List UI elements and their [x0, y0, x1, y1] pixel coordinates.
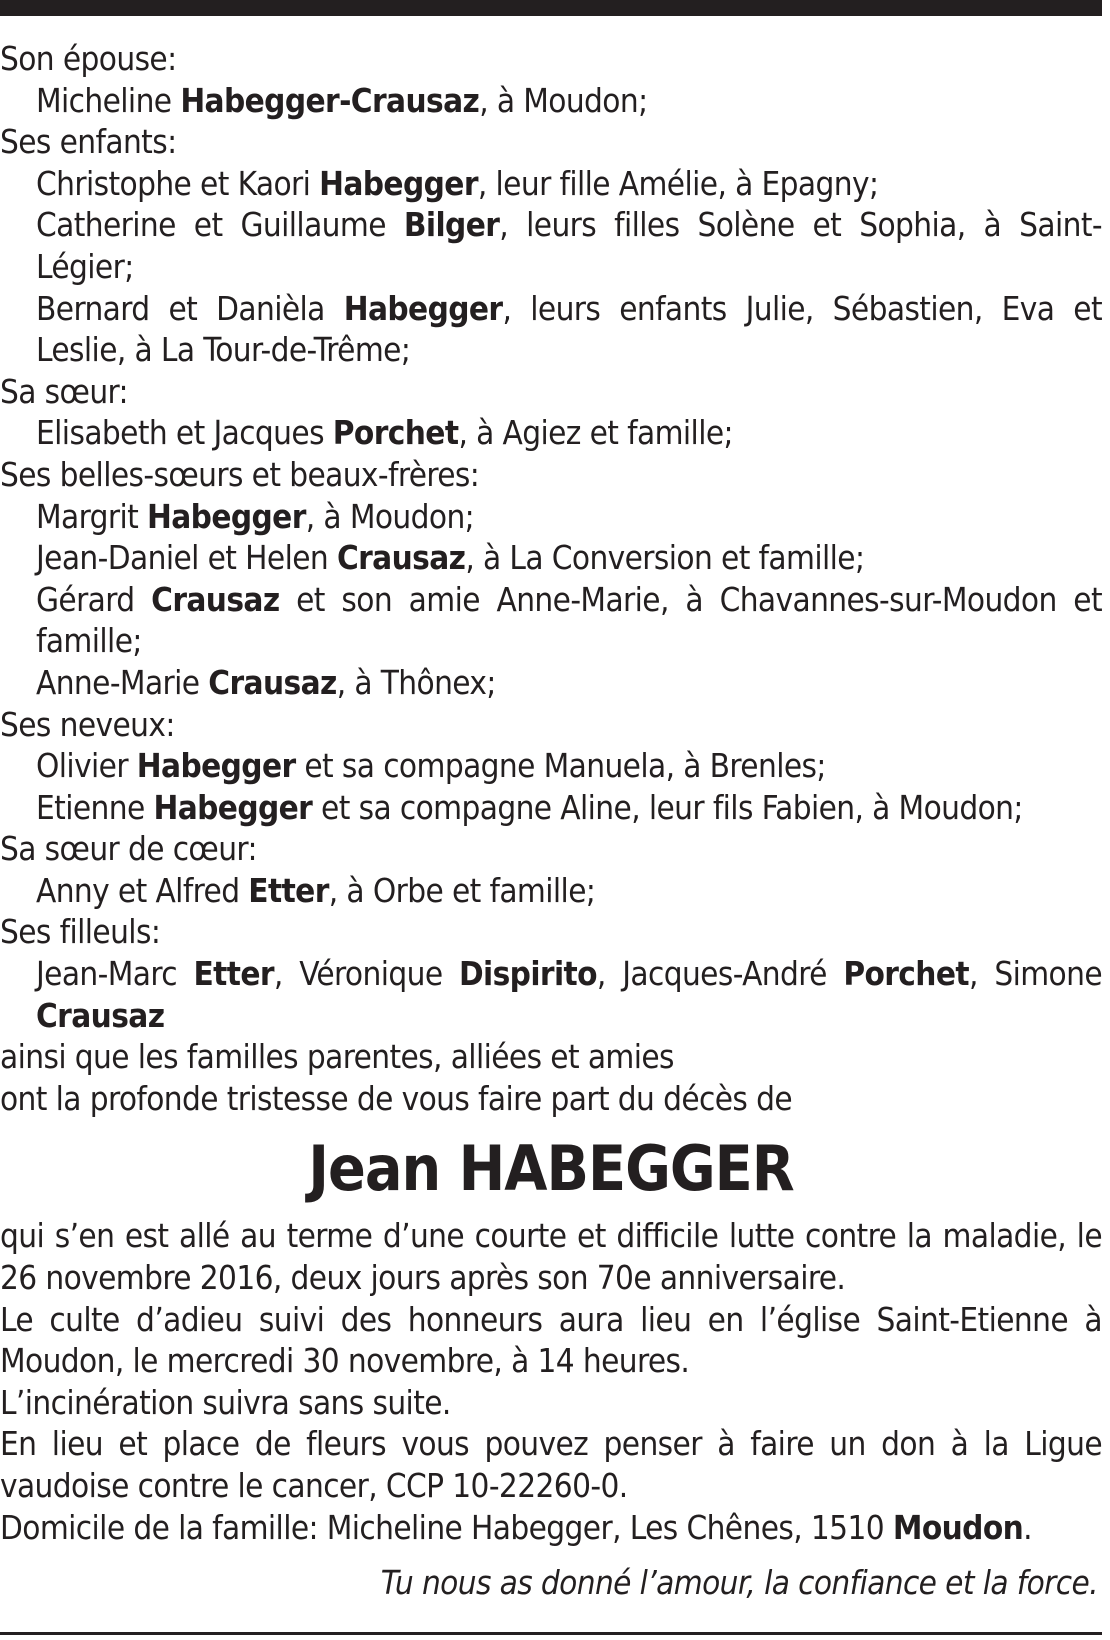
- entry-surname: Crausaz: [208, 662, 337, 702]
- godchildren-heading: Ses filleuls:: [0, 912, 161, 952]
- entry-rest: , à Moudon;: [479, 80, 648, 120]
- nephew-entry: [0, 745, 1102, 787]
- deceased-name: Jean HABEGGER: [308, 1132, 794, 1206]
- child-entry: [0, 163, 1102, 205]
- entry-rest: , leurs enfants Julie, Sébastien, Eva et Leslie, à La Tour-de-Trême;: [36, 288, 1102, 370]
- domicile-town: Moudon: [892, 1507, 1024, 1547]
- entry-first: Véronique: [299, 954, 459, 994]
- entry-first: Jean-Daniel et Helen: [36, 538, 337, 578]
- entry-rest: , à La Conversion et famille;: [465, 538, 865, 578]
- entry-first: Olivier: [36, 746, 137, 786]
- entry-surname: Habegger: [136, 746, 296, 786]
- entry-sep: ,: [273, 954, 300, 994]
- entry-surname: Habegger-Crausaz: [180, 80, 480, 120]
- godchildren-entry: [0, 953, 1102, 1036]
- entry-first: Christophe et Kaori: [36, 163, 320, 203]
- entry-first: Micheline: [36, 80, 181, 120]
- nephews-heading: Ses neveux:: [0, 704, 175, 744]
- inlaw-entry: [0, 537, 1102, 579]
- closing-quote: Tu nous as donné l’amour, la confiance et la force.: [380, 1563, 1098, 1603]
- service-paragraph: Le culte d’adieu suivi des honneurs aura lieu en l’église Saint-Etienne à Moudon, le mercredi 30 novembre, à 14 heures.: [0, 1299, 1102, 1381]
- entry-rest: , à Moudon;: [305, 496, 475, 536]
- entry-first: Bernard et Danièla: [36, 288, 344, 328]
- entry-first: Elisabeth et Jacques: [36, 413, 333, 453]
- spouse-heading: Son épouse:: [0, 39, 177, 78]
- entry-surname: Habegger: [153, 787, 313, 827]
- entry-surname: Crausaz: [36, 995, 165, 1035]
- entry-rest: et sa compagne Manuela, à Brenles;: [295, 746, 826, 786]
- entry-surname: Habegger: [147, 496, 306, 536]
- entry-first: Jean-Marc: [36, 954, 194, 994]
- entry-surname: Bilger: [403, 205, 500, 245]
- cremation-paragraph: L’incinération suivra sans suite.: [0, 1382, 451, 1422]
- domicile-suffix: .: [1023, 1507, 1032, 1547]
- entry-surname: Porchet: [843, 954, 969, 994]
- entry-surname: Habegger: [319, 163, 478, 203]
- entry-first: Etienne: [36, 787, 154, 827]
- inlaw-entry: [0, 496, 1102, 538]
- entry-surname: Crausaz: [151, 579, 280, 619]
- entry-rest: et sa compagne Aline, leur fils Fabien, à Moudon;: [312, 787, 1023, 827]
- entry-rest: , à Orbe et famille;: [328, 870, 596, 910]
- sister-entry: [0, 412, 1102, 454]
- inlaw-entry: [0, 579, 1102, 662]
- entry-first: Jacques-André: [622, 954, 844, 994]
- entry-sep: ,: [596, 954, 623, 994]
- nephew-entry: [0, 787, 1102, 829]
- donation-paragraph: En lieu et place de fleurs vous pouvez penser à faire un don à la Ligue vaudoise contre le cancer, CCP 10-22260-0.: [0, 1424, 1102, 1505]
- intro-line: ont la profonde tristesse de vous faire part du décès de: [0, 1078, 793, 1118]
- child-entry: [0, 288, 1102, 371]
- entry-surname: Etter: [248, 870, 329, 910]
- entry-surname: Habegger: [343, 288, 503, 328]
- entry-sep: ,: [969, 954, 995, 994]
- top-rule: [0, 0, 1102, 16]
- entry-surname: Crausaz: [336, 538, 466, 578]
- entry-first: Margrit: [36, 496, 147, 536]
- obituary-notice: [0, 38, 1102, 1604]
- child-entry: [0, 204, 1102, 287]
- entry-rest: , à Agiez et famille;: [458, 413, 733, 453]
- inlaws-heading: Ses belles-sœurs et beaux-frères:: [0, 454, 480, 494]
- entry-rest: , à Thônex;: [336, 662, 496, 702]
- entry-first: Anny et Alfred: [36, 870, 249, 910]
- sister-heading: Sa sœur:: [0, 371, 128, 411]
- entry-surname: Dispirito: [458, 954, 597, 994]
- entry-first: Gérard: [36, 579, 152, 619]
- families-line: ainsi que les familles parentes, alliées et amies: [0, 1037, 674, 1077]
- entry-surname: Etter: [193, 954, 274, 994]
- heart-sister-entry: [0, 870, 1102, 912]
- entry-rest: et son amie Anne-Marie, à Chavannes-sur-Moudon et famille;: [36, 579, 1102, 661]
- entry-rest: , leur fille Amélie, à Epagny;: [477, 163, 879, 203]
- entry-rest: , leurs filles Solène et Sophia, à Saint-Légier;: [36, 205, 1102, 286]
- children-heading: Ses enfants:: [0, 122, 177, 162]
- spouse-entry: [0, 80, 1102, 122]
- death-paragraph: qui s’en est allé au terme d’une courte et difficile lutte contre la maladie, le 26 novembre 2016, deux jours après son 70e anniversaire.: [0, 1216, 1102, 1298]
- bottom-rule: [0, 1632, 1102, 1635]
- inlaw-entry: [0, 662, 1102, 704]
- heart-sister-heading: Sa sœur de cœur:: [0, 829, 257, 869]
- entry-surname: Porchet: [332, 413, 459, 453]
- domicile-prefix: Domicile de la famille: Micheline Habegger, Les Chênes, 1510: [0, 1507, 893, 1547]
- entry-first: Catherine et Guillaume: [36, 205, 404, 245]
- entry-first: Anne-Marie: [36, 662, 209, 702]
- domicile-paragraph: [0, 1507, 1102, 1549]
- entry-first: Simone: [994, 954, 1102, 994]
